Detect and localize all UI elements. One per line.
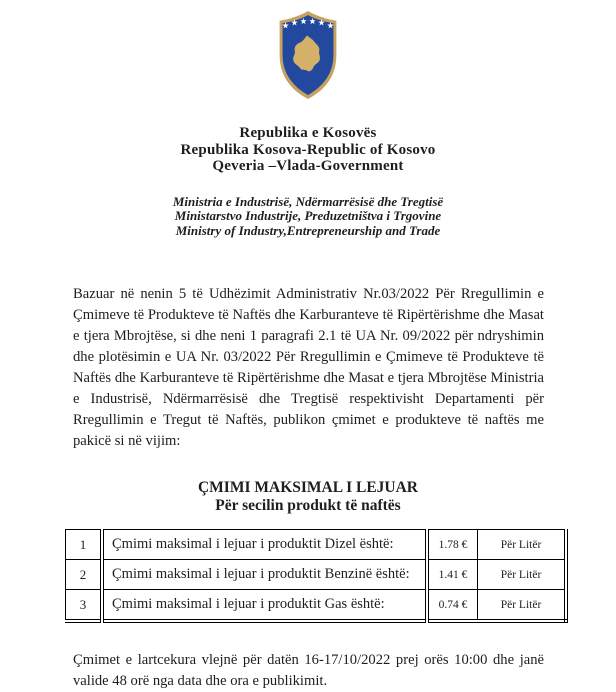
- legal-basis-paragraph: Bazuar në nenin 5 të Udhëzimit Administrativ Nr.03/2022 Për Rregullimin e Çmimeve të Produkteve të Naftës dhe Karburanteve të Ripërtërishme dhe Masat e tjera Mbrojtëse, si dhe neni 1 paragrafi 2.1 të UA Nr. 09/2022 për ndryshimin dhe plotësimin e UA Nr. 03/2022 Për Rregullimin e Çmimeve të Produkteve të Naftës dhe Karburanteve të Ripërtërishme dhe Masat e tjera Mbrojtëse Ministria e Industrisë, Ndërmarrësisë dhe Tregtisë respektivisht Departamenti për Rregullimin e Tregut të Naftës, publikon çmimet e produkteve të naftës me pakicë si në vijim:: [73, 286, 544, 450]
- price-title-sub: Për secilin produkt të naftës: [215, 497, 401, 515]
- row-price: 1.41 €: [427, 560, 478, 590]
- header-line-albanian: Republika e Kosovës: [239, 125, 377, 141]
- government-header: [0, 125, 616, 175]
- price-title: [0, 479, 616, 515]
- row-description: Çmimi maksimal i lejuar i produktit Gas është:: [102, 590, 427, 622]
- row-number: 2: [66, 560, 103, 590]
- ministry-line-albanian: Ministria e Industrisë, Ndërmarrësisë dhe Tregtisë: [172, 193, 444, 209]
- price-title-main: ÇMIMI MAKSIMAL I LEJUAR: [197, 479, 419, 497]
- row-unit: Për Litër: [478, 530, 567, 560]
- row-description: Çmimi maksimal i lejuar i produktit Dizel është:: [102, 530, 427, 560]
- validity-paragraph: Çmimet e lartcekura vlejnë për datën 16-17/10/2022 prej orës 10:00 dhe janë valide 48 orë nga data dhe ora e publikimit.: [73, 652, 544, 690]
- row-unit: Për Litër: [478, 590, 567, 622]
- ministry-line-english: Ministry of Industry,Entrepreneurship and Trade: [175, 222, 441, 238]
- price-table: [65, 529, 568, 623]
- row-price: 0.74 €: [427, 590, 478, 622]
- ministry-header: [0, 195, 616, 239]
- row-unit: Për Litër: [478, 560, 567, 590]
- row-price: 1.78 €: [427, 530, 478, 560]
- ministry-line-serbian: Ministarstvo Industrije, Preduzetništva i Trgovine: [174, 208, 442, 224]
- kosovo-coat-of-arms-icon: [276, 10, 340, 100]
- table-row: [66, 560, 567, 590]
- table-row: [66, 590, 567, 622]
- table-row: [66, 530, 567, 560]
- row-number: 3: [66, 590, 103, 622]
- header-line-serbian-english: Republika Kosova-Republic of Kosovo: [180, 141, 436, 158]
- row-number: 1: [66, 530, 103, 560]
- row-description: Çmimi maksimal i lejuar i produktit Benzinë është:: [102, 560, 427, 590]
- emblem-container: [0, 0, 616, 100]
- header-line-government: Qeveria –Vlada-Government: [212, 158, 404, 174]
